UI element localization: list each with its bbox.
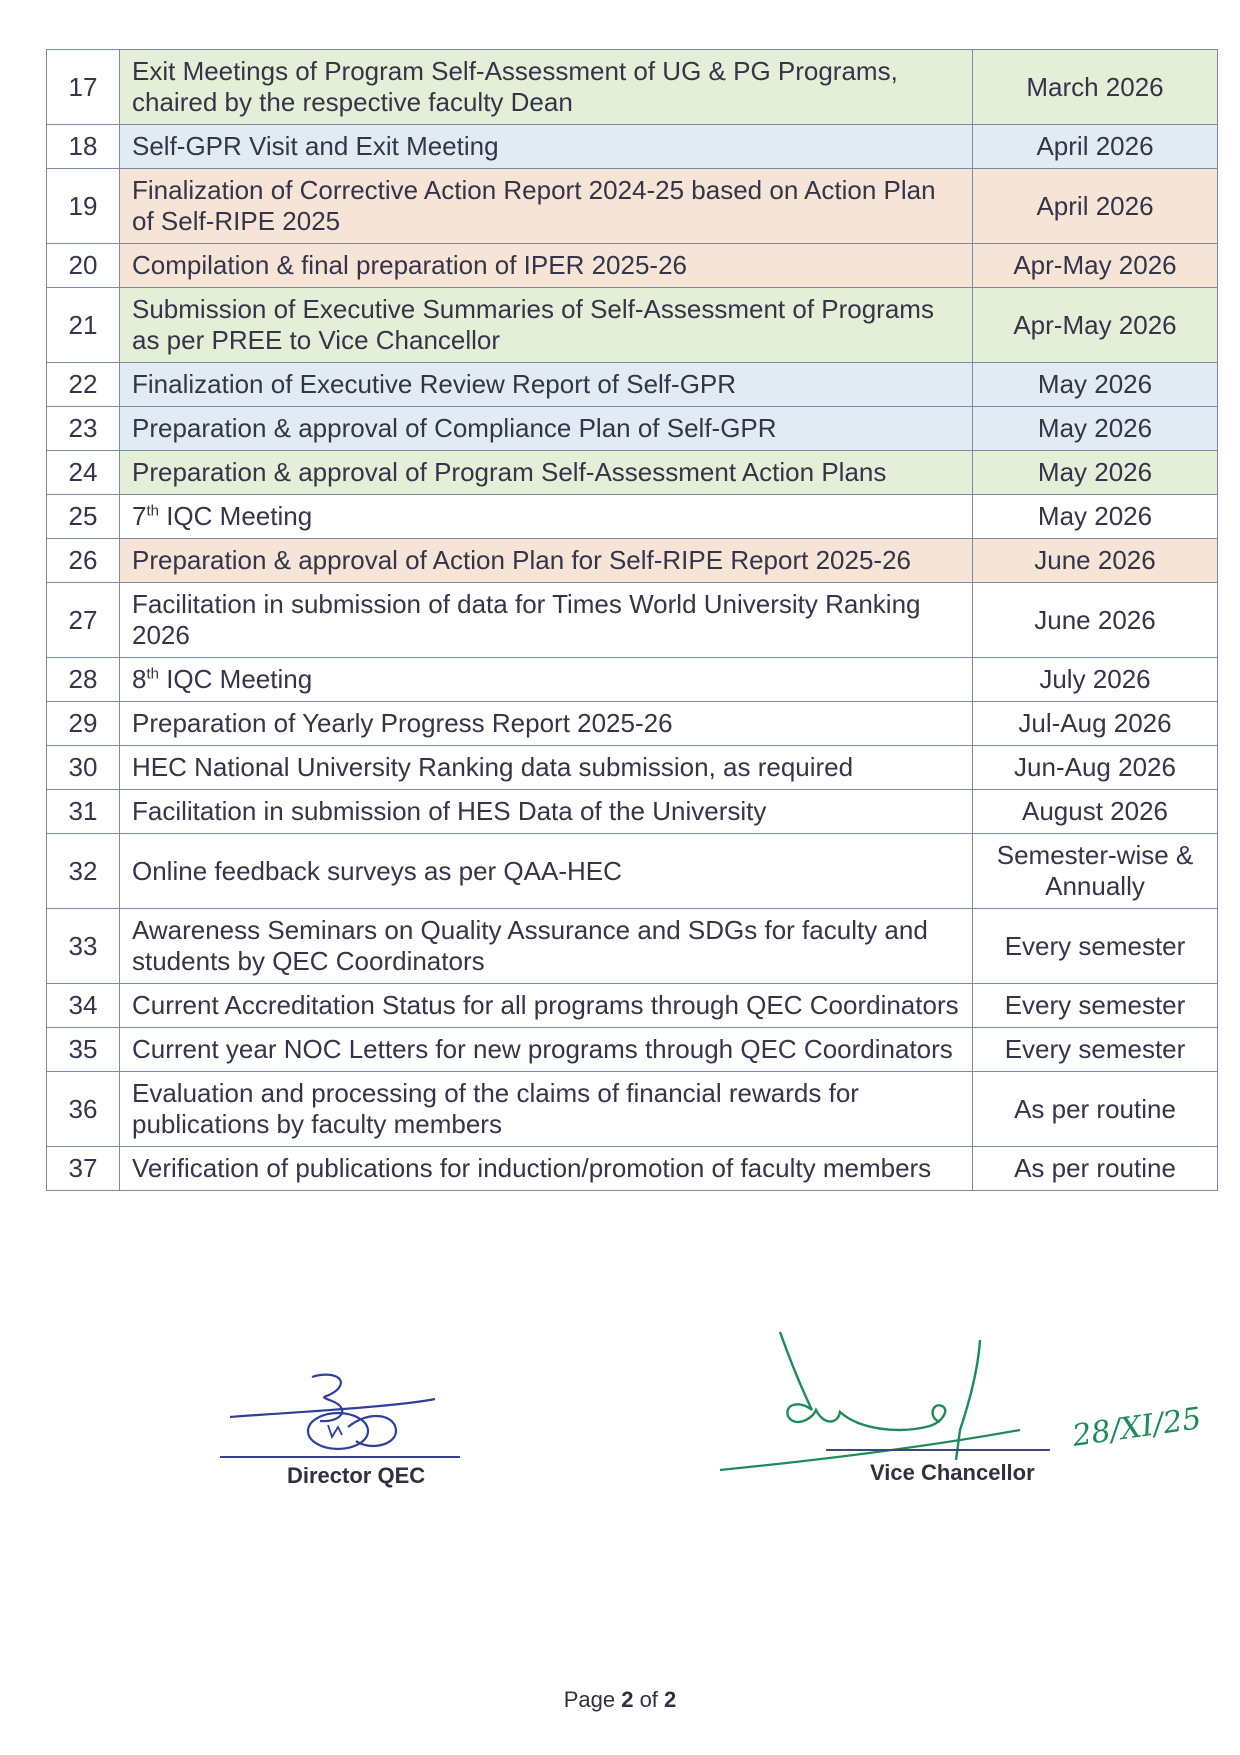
table-row xyxy=(47,407,1218,451)
page-footer xyxy=(0,1687,1240,1713)
row-number: 30 xyxy=(47,746,120,790)
row-number: 20 xyxy=(47,244,120,288)
timeline-cell: Every semester xyxy=(973,909,1218,984)
activity-cell: HEC National University Ranking data submission, as required xyxy=(120,746,973,790)
activity-ordinal: 7 xyxy=(132,501,147,531)
table-row xyxy=(47,288,1218,363)
table-row xyxy=(47,1028,1218,1072)
vice-chancellor-date: 28/XI/25 xyxy=(1070,1401,1204,1454)
activity-cell: Evaluation and processing of the claims of financial rewards for publications by faculty members xyxy=(120,1072,973,1147)
schedule-table xyxy=(46,49,1218,1191)
table-row xyxy=(47,702,1218,746)
timeline-cell: Jun-Aug 2026 xyxy=(973,746,1218,790)
row-number: 31 xyxy=(47,790,120,834)
row-number: 17 xyxy=(47,50,120,125)
timeline-cell: May 2026 xyxy=(973,495,1218,539)
row-number: 36 xyxy=(47,1072,120,1147)
timeline-cell: July 2026 xyxy=(973,658,1218,702)
director-signature xyxy=(220,1365,460,1465)
activity-ordinal: 8 xyxy=(132,664,147,694)
row-number: 26 xyxy=(47,539,120,583)
page-footer-prefix: Page xyxy=(563,1687,622,1712)
activity-cell: Preparation & approval of Compliance Plan of Self-GPR xyxy=(120,407,973,451)
row-number: 22 xyxy=(47,363,120,407)
table-row xyxy=(47,909,1218,984)
activity-cell: Preparation & approval of Program Self-Assessment Action Plans xyxy=(120,451,973,495)
timeline-cell: June 2026 xyxy=(973,539,1218,583)
row-number: 29 xyxy=(47,702,120,746)
row-number: 37 xyxy=(47,1147,120,1191)
timeline-cell: Every semester xyxy=(973,984,1218,1028)
activity-cell: Self-GPR Visit and Exit Meeting xyxy=(120,125,973,169)
table-row xyxy=(47,539,1218,583)
schedule-table-body xyxy=(47,50,1218,1191)
table-row xyxy=(47,1072,1218,1147)
table-row xyxy=(47,451,1218,495)
activity-cell: Finalization of Corrective Action Report 2024-25 based on Action Plan of Self-RIPE 2025 xyxy=(120,169,973,244)
activity-cell: Facilitation in submission of data for Times World University Ranking 2026 xyxy=(120,583,973,658)
row-number: 18 xyxy=(47,125,120,169)
timeline-cell: April 2026 xyxy=(973,169,1218,244)
timeline-cell: March 2026 xyxy=(973,50,1218,125)
timeline-cell: Semester-wise & Annually xyxy=(973,834,1218,909)
activity-cell: Submission of Executive Summaries of Self-Assessment of Programs as per PREE to Vice Chancellor xyxy=(120,288,973,363)
activity-cell: Current Accreditation Status for all programs through QEC Coordinators xyxy=(120,984,973,1028)
activity-cell: Facilitation in submission of HES Data of the University xyxy=(120,790,973,834)
timeline-cell: As per routine xyxy=(973,1147,1218,1191)
activity-cell: Awareness Seminars on Quality Assurance and SDGs for faculty and students by QEC Coordinators xyxy=(120,909,973,984)
table-row xyxy=(47,790,1218,834)
activity-text: IQC Meeting xyxy=(158,501,313,531)
table-row xyxy=(47,495,1218,539)
row-number: 28 xyxy=(47,658,120,702)
timeline-cell: As per routine xyxy=(973,1072,1218,1147)
table-row xyxy=(47,363,1218,407)
table-row xyxy=(47,834,1218,909)
table-row xyxy=(47,125,1218,169)
timeline-cell: August 2026 xyxy=(973,790,1218,834)
timeline-cell: Apr-May 2026 xyxy=(973,244,1218,288)
activity-cell: Verification of publications for induction/promotion of faculty members xyxy=(120,1147,973,1191)
timeline-cell: May 2026 xyxy=(973,363,1218,407)
row-number: 34 xyxy=(47,984,120,1028)
activity-cell: Compilation & final preparation of IPER 2025-26 xyxy=(120,244,973,288)
activity-cell xyxy=(120,658,973,702)
table-row xyxy=(47,169,1218,244)
activity-cell: Exit Meetings of Program Self-Assessment of UG & PG Programs, chaired by the respective faculty Dean xyxy=(120,50,973,125)
table-row xyxy=(47,746,1218,790)
timeline-cell: June 2026 xyxy=(973,583,1218,658)
row-number: 35 xyxy=(47,1028,120,1072)
row-number: 27 xyxy=(47,583,120,658)
director-qec-label: Director QEC xyxy=(287,1463,426,1488)
row-number: 21 xyxy=(47,288,120,363)
activity-ordinal-suffix: th xyxy=(146,665,159,683)
activity-cell: Finalization of Executive Review Report of Self-GPR xyxy=(120,363,973,407)
timeline-cell: May 2026 xyxy=(973,451,1218,495)
activity-text: IQC Meeting xyxy=(158,664,313,694)
timeline-cell: Every semester xyxy=(973,1028,1218,1072)
table-row xyxy=(47,50,1218,125)
vice-chancellor-label: Vice Chancellor xyxy=(870,1460,1035,1485)
page-total: 2 xyxy=(664,1687,677,1712)
row-number: 19 xyxy=(47,169,120,244)
activity-cell xyxy=(120,495,973,539)
timeline-cell: April 2026 xyxy=(973,125,1218,169)
timeline-cell: May 2026 xyxy=(973,407,1218,451)
table-row xyxy=(47,1147,1218,1191)
activity-cell: Online feedback surveys as per QAA-HEC xyxy=(120,834,973,909)
page-footer-mid: of xyxy=(633,1687,665,1712)
timeline-cell: Apr-May 2026 xyxy=(973,288,1218,363)
row-number: 24 xyxy=(47,451,120,495)
activity-cell: Preparation of Yearly Progress Report 2025-26 xyxy=(120,702,973,746)
activity-cell: Preparation & approval of Action Plan for Self-RIPE Report 2025-26 xyxy=(120,539,973,583)
activity-cell: Current year NOC Letters for new programs through QEC Coordinators xyxy=(120,1028,973,1072)
row-number: 33 xyxy=(47,909,120,984)
table-row xyxy=(47,583,1218,658)
table-row xyxy=(47,984,1218,1028)
activity-ordinal-suffix: th xyxy=(146,502,159,520)
table-row xyxy=(47,244,1218,288)
page-current: 2 xyxy=(621,1687,634,1712)
row-number: 32 xyxy=(47,834,120,909)
vice-chancellor-signature xyxy=(720,1330,1120,1480)
table-row xyxy=(47,658,1218,702)
row-number: 25 xyxy=(47,495,120,539)
timeline-cell: Jul-Aug 2026 xyxy=(973,702,1218,746)
row-number: 23 xyxy=(47,407,120,451)
